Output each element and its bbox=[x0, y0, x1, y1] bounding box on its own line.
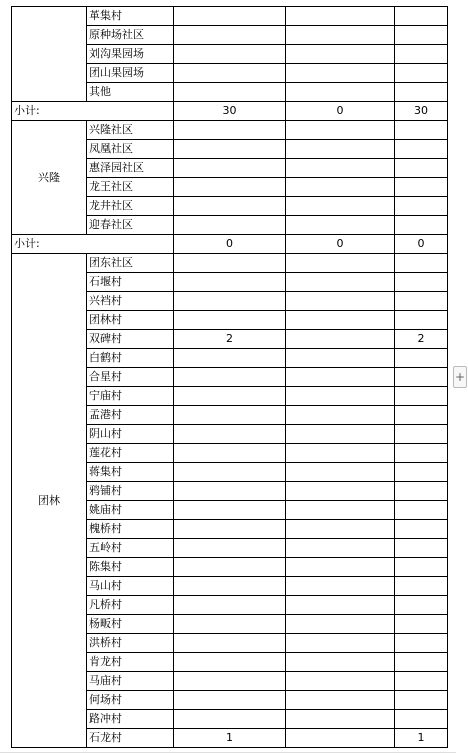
value-cell-1 bbox=[174, 349, 286, 368]
village-name-cell: 肯龙村 bbox=[87, 653, 174, 672]
value-cell-3 bbox=[395, 463, 448, 482]
value-cell-3 bbox=[395, 83, 448, 102]
value-cell-3 bbox=[395, 140, 448, 159]
village-name-cell: 兴裆村 bbox=[87, 292, 174, 311]
value-cell-1 bbox=[174, 558, 286, 577]
value-cell-2 bbox=[286, 254, 395, 273]
value-cell-3 bbox=[395, 444, 448, 463]
value-cell-2 bbox=[286, 710, 395, 729]
village-name-cell: 其他 bbox=[87, 83, 174, 102]
value-cell-3: 2 bbox=[395, 330, 448, 349]
value-cell-2 bbox=[286, 729, 395, 748]
value-cell-3 bbox=[395, 45, 448, 64]
village-name-cell: 孟港村 bbox=[87, 406, 174, 425]
value-cell-3 bbox=[395, 387, 448, 406]
value-cell-3 bbox=[395, 368, 448, 387]
village-name-cell: 杨畈村 bbox=[87, 615, 174, 634]
value-cell-1 bbox=[174, 520, 286, 539]
value-cell-3 bbox=[395, 178, 448, 197]
value-cell-3 bbox=[395, 520, 448, 539]
value-cell-2 bbox=[286, 482, 395, 501]
page-bottom-edge bbox=[0, 752, 456, 753]
value-cell-1 bbox=[174, 292, 286, 311]
value-cell-3 bbox=[395, 406, 448, 425]
village-name-cell: 团林村 bbox=[87, 311, 174, 330]
value-cell-1 bbox=[174, 7, 286, 26]
value-cell-1 bbox=[174, 311, 286, 330]
value-cell-3 bbox=[395, 7, 448, 26]
village-name-cell: 双碑村 bbox=[87, 330, 174, 349]
value-cell-1 bbox=[174, 577, 286, 596]
village-name-cell: 陈集村 bbox=[87, 558, 174, 577]
value-cell-1 bbox=[174, 596, 286, 615]
value-cell-3 bbox=[395, 539, 448, 558]
value-cell-1 bbox=[174, 691, 286, 710]
subtotal-value-3: 30 bbox=[395, 102, 448, 121]
value-cell-3 bbox=[395, 425, 448, 444]
village-name-cell: 凤凰社区 bbox=[87, 140, 174, 159]
subtotal-row bbox=[12, 102, 448, 121]
value-cell-3 bbox=[395, 615, 448, 634]
value-cell-2 bbox=[286, 26, 395, 45]
value-cell-2 bbox=[286, 653, 395, 672]
value-cell-1 bbox=[174, 710, 286, 729]
value-cell-3: 1 bbox=[395, 729, 448, 748]
subtotal-value-1: 0 bbox=[174, 235, 286, 254]
value-cell-1 bbox=[174, 387, 286, 406]
value-cell-3 bbox=[395, 292, 448, 311]
plus-icon[interactable]: + bbox=[453, 366, 467, 388]
value-cell-2 bbox=[286, 577, 395, 596]
value-cell-2 bbox=[286, 520, 395, 539]
village-name-cell: 革集村 bbox=[87, 7, 174, 26]
subtotal-value-3: 0 bbox=[395, 235, 448, 254]
value-cell-1 bbox=[174, 444, 286, 463]
subtotal-value-1: 30 bbox=[174, 102, 286, 121]
village-name-cell: 槐桥村 bbox=[87, 520, 174, 539]
value-cell-3 bbox=[395, 482, 448, 501]
village-name-cell: 莲花村 bbox=[87, 444, 174, 463]
value-cell-3 bbox=[395, 653, 448, 672]
value-cell-2 bbox=[286, 501, 395, 520]
value-cell-1: 1 bbox=[174, 729, 286, 748]
value-cell-1 bbox=[174, 83, 286, 102]
value-cell-2 bbox=[286, 83, 395, 102]
value-cell-3 bbox=[395, 349, 448, 368]
value-cell-2 bbox=[286, 45, 395, 64]
value-cell-3 bbox=[395, 558, 448, 577]
value-cell-2 bbox=[286, 330, 395, 349]
value-cell-3 bbox=[395, 596, 448, 615]
value-cell-3 bbox=[395, 577, 448, 596]
village-name-cell: 石堰村 bbox=[87, 273, 174, 292]
value-cell-2 bbox=[286, 444, 395, 463]
value-cell-3 bbox=[395, 197, 448, 216]
village-name-cell: 洪桥村 bbox=[87, 634, 174, 653]
group-name-cell: 团林 bbox=[12, 254, 87, 748]
village-name-cell: 五岭村 bbox=[87, 539, 174, 558]
value-cell-2 bbox=[286, 672, 395, 691]
value-cell-1 bbox=[174, 26, 286, 45]
village-name-cell: 团山果园场 bbox=[87, 64, 174, 83]
value-cell-1 bbox=[174, 539, 286, 558]
value-cell-2 bbox=[286, 615, 395, 634]
value-cell-3 bbox=[395, 710, 448, 729]
value-cell-2 bbox=[286, 140, 395, 159]
value-cell-1 bbox=[174, 121, 286, 140]
value-cell-3 bbox=[395, 501, 448, 520]
value-cell-2 bbox=[286, 634, 395, 653]
value-cell-1 bbox=[174, 463, 286, 482]
subtotal-row bbox=[12, 235, 448, 254]
value-cell-2 bbox=[286, 596, 395, 615]
village-name-cell: 合星村 bbox=[87, 368, 174, 387]
value-cell-2 bbox=[286, 64, 395, 83]
value-cell-1 bbox=[174, 406, 286, 425]
value-cell-2 bbox=[286, 178, 395, 197]
value-cell-1: 2 bbox=[174, 330, 286, 349]
value-cell-1 bbox=[174, 140, 286, 159]
village-name-cell: 阴山村 bbox=[87, 425, 174, 444]
value-cell-1 bbox=[174, 368, 286, 387]
value-cell-1 bbox=[174, 672, 286, 691]
value-cell-1 bbox=[174, 634, 286, 653]
table-row bbox=[12, 121, 448, 140]
village-name-cell: 马山村 bbox=[87, 577, 174, 596]
table-row bbox=[12, 7, 448, 26]
value-cell-3 bbox=[395, 311, 448, 330]
value-cell-1 bbox=[174, 159, 286, 178]
subtotal-label: 小计: bbox=[12, 102, 174, 121]
village-name-cell: 马庙村 bbox=[87, 672, 174, 691]
value-cell-3 bbox=[395, 672, 448, 691]
value-cell-2 bbox=[286, 463, 395, 482]
value-cell-2 bbox=[286, 273, 395, 292]
village-name-cell: 团东社区 bbox=[87, 254, 174, 273]
village-name-cell: 白鹤村 bbox=[87, 349, 174, 368]
village-name-cell: 迎春社区 bbox=[87, 216, 174, 235]
value-cell-2 bbox=[286, 691, 395, 710]
value-cell-2 bbox=[286, 292, 395, 311]
statistics-table bbox=[11, 6, 448, 748]
village-name-cell: 兴隆社区 bbox=[87, 121, 174, 140]
village-name-cell: 路冲村 bbox=[87, 710, 174, 729]
value-cell-2 bbox=[286, 311, 395, 330]
value-cell-2 bbox=[286, 387, 395, 406]
value-cell-2 bbox=[286, 406, 395, 425]
value-cell-2 bbox=[286, 159, 395, 178]
value-cell-2 bbox=[286, 368, 395, 387]
village-name-cell: 姚庙村 bbox=[87, 501, 174, 520]
village-name-cell: 鸦铺村 bbox=[87, 482, 174, 501]
value-cell-1 bbox=[174, 273, 286, 292]
value-cell-2 bbox=[286, 558, 395, 577]
table-row bbox=[12, 254, 448, 273]
village-name-cell: 惠泽园社区 bbox=[87, 159, 174, 178]
value-cell-2 bbox=[286, 349, 395, 368]
village-name-cell: 蒋集村 bbox=[87, 463, 174, 482]
value-cell-3 bbox=[395, 64, 448, 83]
village-name-cell: 石龙村 bbox=[87, 729, 174, 748]
village-name-cell: 龙王社区 bbox=[87, 178, 174, 197]
value-cell-2 bbox=[286, 216, 395, 235]
value-cell-2 bbox=[286, 425, 395, 444]
group-name-cell: 兴隆 bbox=[12, 121, 87, 235]
value-cell-1 bbox=[174, 216, 286, 235]
value-cell-3 bbox=[395, 216, 448, 235]
value-cell-1 bbox=[174, 254, 286, 273]
value-cell-1 bbox=[174, 501, 286, 520]
value-cell-3 bbox=[395, 634, 448, 653]
value-cell-1 bbox=[174, 178, 286, 197]
group-name-cell bbox=[12, 7, 87, 102]
value-cell-3 bbox=[395, 273, 448, 292]
value-cell-2 bbox=[286, 197, 395, 216]
value-cell-1 bbox=[174, 615, 286, 634]
value-cell-2 bbox=[286, 7, 395, 26]
value-cell-3 bbox=[395, 691, 448, 710]
value-cell-1 bbox=[174, 64, 286, 83]
value-cell-3 bbox=[395, 159, 448, 178]
subtotal-label: 小计: bbox=[12, 235, 174, 254]
value-cell-1 bbox=[174, 425, 286, 444]
village-name-cell: 何场村 bbox=[87, 691, 174, 710]
village-name-cell: 刘沟果园场 bbox=[87, 45, 174, 64]
village-name-cell: 原种场社区 bbox=[87, 26, 174, 45]
village-name-cell: 宁庙村 bbox=[87, 387, 174, 406]
value-cell-2 bbox=[286, 121, 395, 140]
value-cell-2 bbox=[286, 539, 395, 558]
value-cell-3 bbox=[395, 121, 448, 140]
value-cell-1 bbox=[174, 197, 286, 216]
village-name-cell: 凡桥村 bbox=[87, 596, 174, 615]
village-name-cell: 龙井社区 bbox=[87, 197, 174, 216]
subtotal-value-2: 0 bbox=[286, 102, 395, 121]
value-cell-1 bbox=[174, 653, 286, 672]
value-cell-1 bbox=[174, 482, 286, 501]
value-cell-3 bbox=[395, 254, 448, 273]
value-cell-3 bbox=[395, 26, 448, 45]
value-cell-1 bbox=[174, 45, 286, 64]
subtotal-value-2: 0 bbox=[286, 235, 395, 254]
